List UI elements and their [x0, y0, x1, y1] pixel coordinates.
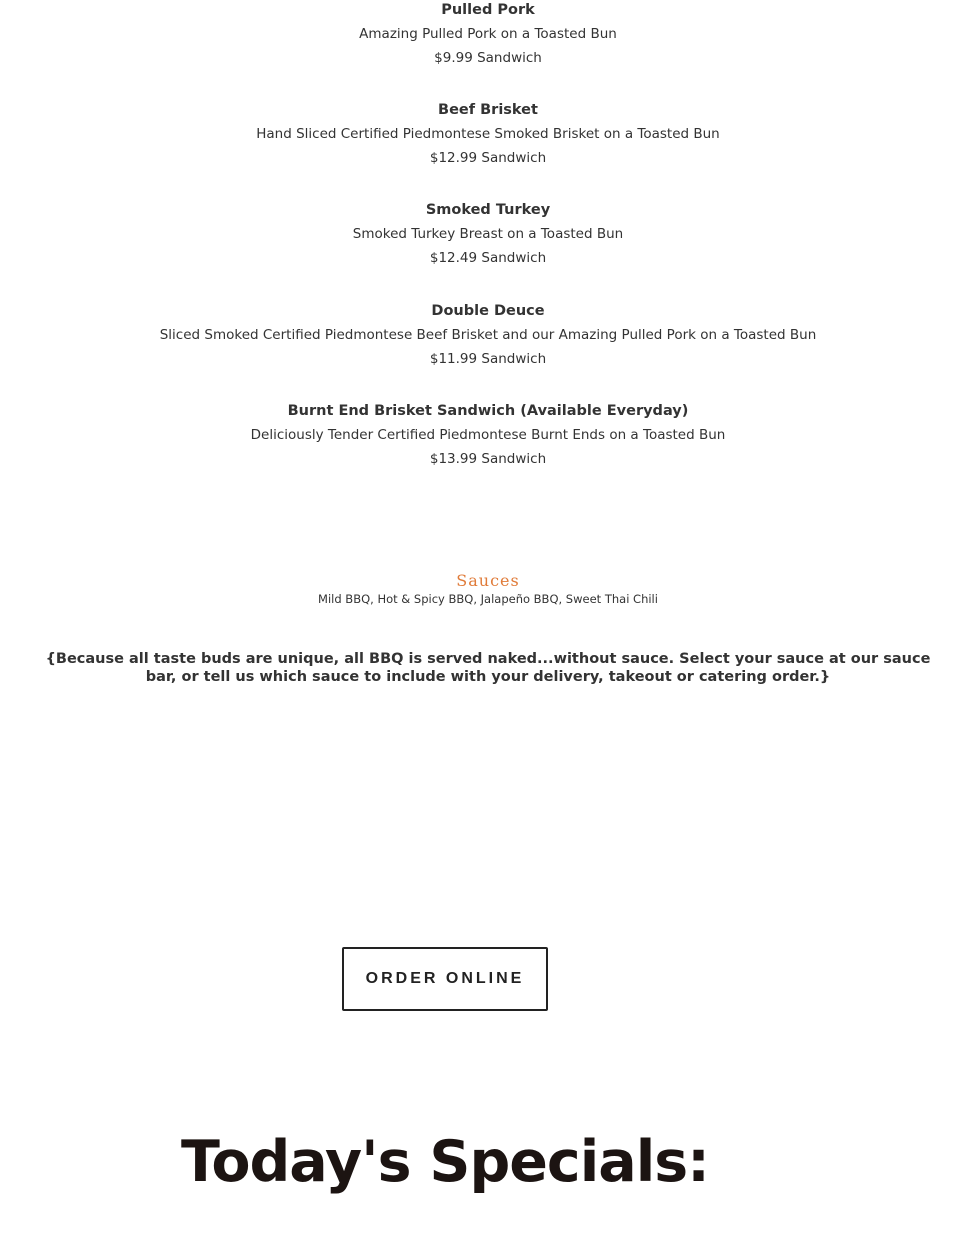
- menu-item-description: Smoked Turkey Breast on a Toasted Bun: [352, 226, 624, 242]
- menu-item-double-deuce: [0, 301, 970, 369]
- sauce-policy-note: {Because all taste buds are unique, all BBQ is served naked...without sauce. Select your sauce at our sauce bar, or tell us which sauce to include with your delivery, takeout or catering order.}: [45, 651, 931, 685]
- menu-item-name: Smoked Turkey: [425, 202, 551, 218]
- menu-item-name: Double Deuce: [431, 303, 545, 319]
- menu-item-pulled-pork: [0, 0, 970, 68]
- menu-item-name: Pulled Pork: [441, 2, 535, 18]
- menu-item-burnt-end-brisket: [0, 401, 970, 469]
- todays-specials-heading: Today's Specials:: [181, 1129, 709, 1195]
- menu-item-description: Hand Sliced Certified Piedmontese Smoked Brisket on a Toasted Bun: [256, 126, 720, 142]
- menu-item-description: Sliced Smoked Certified Piedmontese Beef Brisket and our Amazing Pulled Pork on a Toasted Bun: [159, 327, 817, 343]
- menu-item-description: Deliciously Tender Certified Piedmontese Burnt Ends on a Toasted Bun: [250, 427, 726, 443]
- order-online-button[interactable]: ORDER ONLINE: [342, 947, 548, 1011]
- menu-item-beef-brisket: [0, 100, 970, 168]
- menu-item-price: $13.99 Sandwich: [429, 451, 547, 467]
- menu-item-description: Amazing Pulled Pork on a Toasted Bun: [359, 26, 617, 42]
- menu-item-name: Beef Brisket: [438, 102, 538, 118]
- menu-item-price: $9.99 Sandwich: [434, 50, 542, 66]
- menu-item-price: $11.99 Sandwich: [429, 351, 547, 367]
- sauces-list: Mild BBQ, Hot & Spicy BBQ, Jalapeño BBQ, Sweet Thai Chili: [318, 592, 658, 606]
- menu-item-name: Burnt End Brisket Sandwich (Available Everyday): [287, 403, 689, 419]
- menu-item-smoked-turkey: [0, 200, 970, 268]
- menu-item-price: $12.49 Sandwich: [429, 250, 547, 266]
- sauces-heading: Sauces: [456, 571, 520, 590]
- menu-item-price: $12.99 Sandwich: [429, 150, 547, 166]
